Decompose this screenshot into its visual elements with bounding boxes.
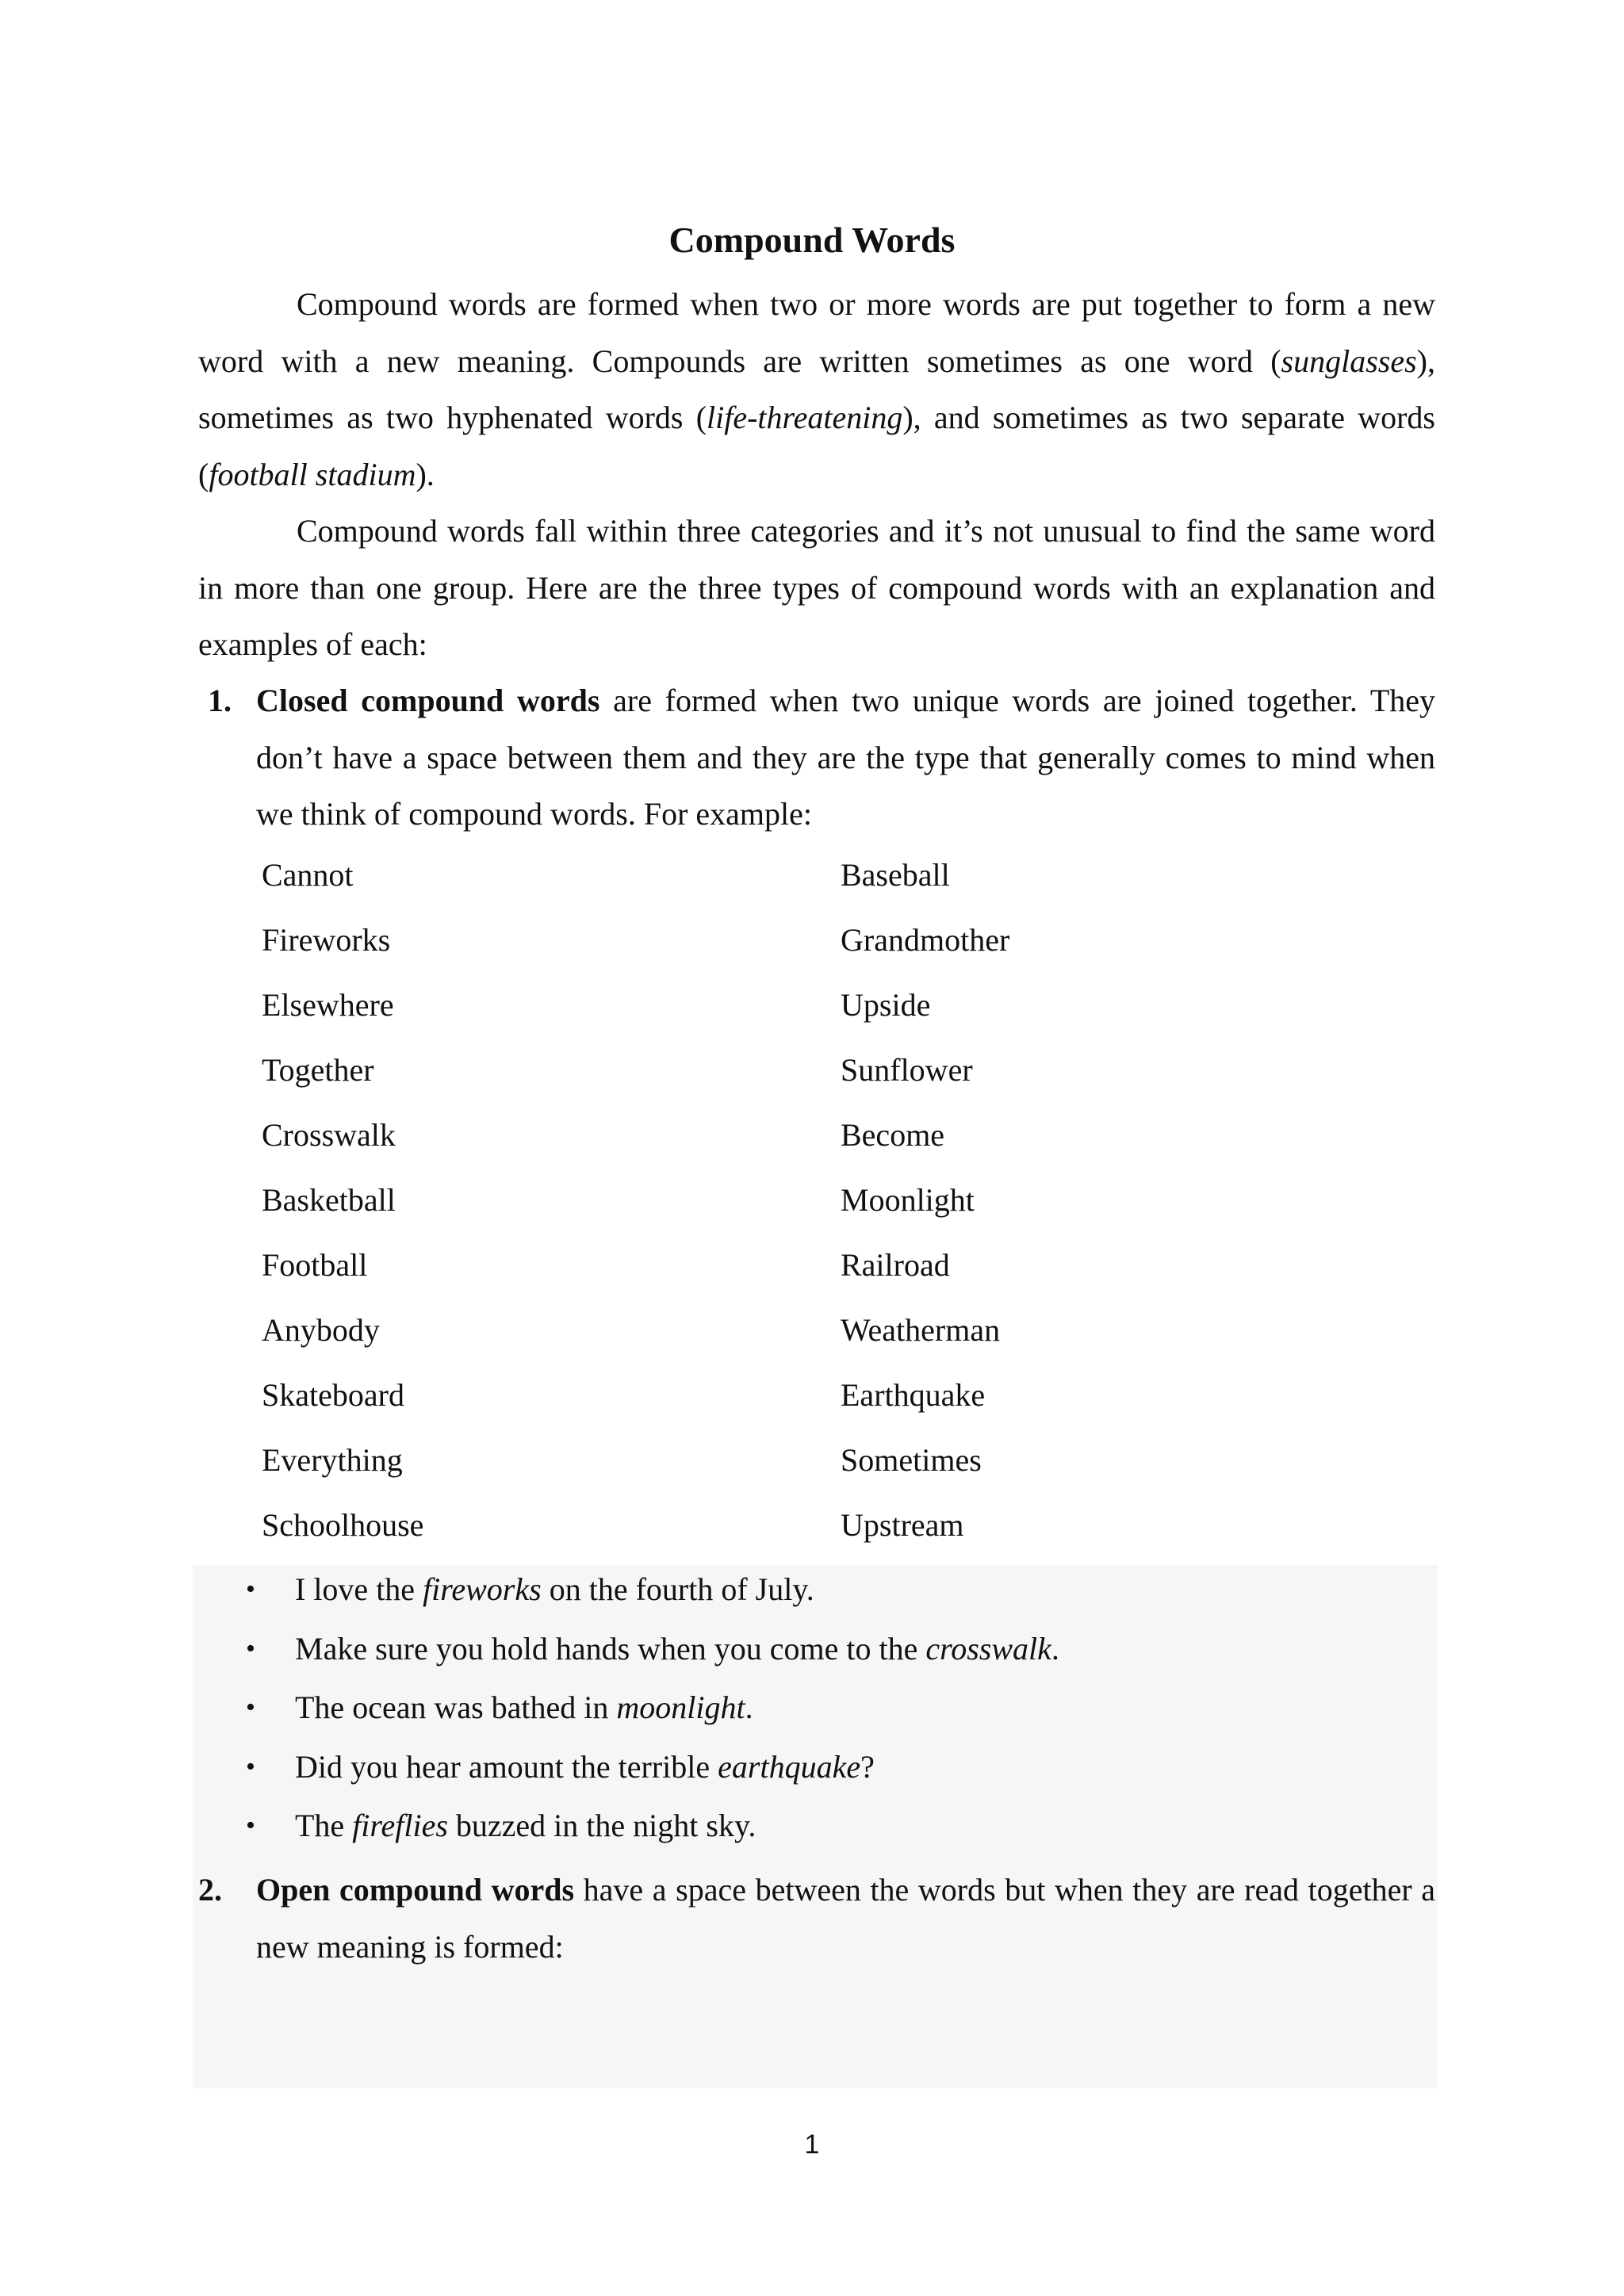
sentence-part: The ocean was bathed in: [295, 1689, 617, 1725]
bullet-icon: •: [246, 1751, 255, 1781]
compound-word: Elsewhere: [262, 987, 394, 1023]
example-sentence: [246, 1620, 1419, 1679]
compound-word: Moonlight: [841, 1182, 975, 1218]
document-title: Compound Words: [668, 220, 956, 260]
word-table-row: [262, 1437, 1372, 1502]
compound-word: Football: [262, 1247, 368, 1283]
sentence-part: I love the: [295, 1571, 423, 1607]
compound-word: Sometimes: [841, 1442, 982, 1478]
word-table-row: [262, 1177, 1372, 1242]
compound-word: Cannot: [262, 857, 354, 893]
compound-word: Sunflower: [841, 1052, 973, 1088]
word-table-row: [262, 982, 1372, 1047]
list-number: 2.: [198, 1872, 222, 1908]
highlighted-compound-word: moonlight: [616, 1689, 745, 1725]
sentence-text: [295, 1797, 756, 1855]
compound-word: Schoolhouse: [262, 1507, 424, 1543]
sentence-text: [295, 1678, 753, 1737]
sentence-text: [295, 1560, 814, 1619]
bullet-icon: •: [246, 1811, 255, 1840]
word-table-row: [262, 1242, 1372, 1307]
list-item-closed-compound: [198, 672, 1435, 843]
compound-word: Weatherman: [841, 1312, 1001, 1348]
compound-word: Everything: [262, 1442, 403, 1478]
intro-paragraph-2: Compound words fall within three categories and it’s not unusual to find the same word in more than one group. Here are the three types of compound words with an explanation and examples of each:: [198, 513, 1435, 662]
sentence-part: buzzed in the night sky.: [447, 1808, 756, 1843]
term-description: are formed when two unique words are joined together. They don’t have a space between them and they are the type that generally comes to mind when we think of compound words. For example:: [256, 683, 1436, 832]
compound-word: Fireworks: [262, 922, 391, 958]
word-table-row: [262, 851, 1372, 916]
compound-word: Upside: [841, 987, 931, 1023]
compound-word: Upstream: [841, 1507, 964, 1543]
term-closed-compound: Closed compound words: [256, 683, 600, 718]
word-table-row: [262, 1047, 1372, 1112]
list-item-open-compound: [198, 1862, 1435, 1975]
sentence-part: The: [295, 1808, 353, 1843]
example-sentence: [246, 1797, 1419, 1856]
compound-word: Skateboard: [262, 1377, 404, 1413]
compound-word: Basketball: [262, 1182, 396, 1218]
highlighted-compound-word: fireflies: [352, 1808, 448, 1843]
highlighted-compound-word: crosswalk: [925, 1630, 1051, 1667]
bullet-icon: •: [246, 1575, 255, 1604]
example-sentence: [246, 1738, 1419, 1797]
intro-text: ).: [416, 456, 435, 492]
example-sentence: [246, 1560, 1419, 1620]
sentence-part: Make sure you hold hands when you come to the: [295, 1630, 926, 1667]
sentence-text: [295, 1738, 875, 1797]
sentence-part: .: [1051, 1630, 1059, 1667]
compound-word: Earthquake: [841, 1377, 986, 1413]
example-sentence: [246, 1678, 1419, 1738]
bullet-icon: •: [246, 1693, 255, 1722]
list-item-body: [256, 1862, 1435, 1975]
example-sentence-list: [246, 1560, 1419, 1856]
bullet-icon: •: [246, 1633, 255, 1663]
intro-paragraph-1: [198, 276, 1435, 503]
intro-text: ), and sometimes as two separate words (: [198, 400, 1435, 492]
compound-word: Grandmother: [841, 922, 1010, 958]
sentence-part: on the fourth of July.: [541, 1571, 814, 1607]
intro-text: Compound words are formed when two or more words are put together to form a new word with a new meaning. Compounds are written sometimes as one word (: [198, 286, 1435, 379]
compound-word: Anybody: [262, 1312, 380, 1348]
term-description: have a space between the words but when they are read together a new meaning is formed:: [256, 1872, 1435, 1965]
highlighted-compound-word: fireworks: [423, 1571, 542, 1607]
example-football-stadium: football stadium: [209, 456, 416, 492]
sentence-part: ?: [860, 1748, 875, 1785]
highlighted-compound-word: earthquake: [718, 1748, 861, 1785]
example-sunglasses: sunglasses: [1281, 342, 1417, 379]
word-table-row: [262, 1307, 1372, 1372]
sentence-part: Did you hear amount the terrible: [295, 1748, 718, 1785]
word-table-row: [262, 1372, 1372, 1437]
compound-word: Railroad: [841, 1247, 950, 1283]
compound-word: Together: [262, 1052, 374, 1088]
compound-word: Crosswalk: [262, 1117, 396, 1153]
compound-word: Baseball: [841, 857, 950, 893]
word-table-row: [262, 1502, 1372, 1567]
word-table-row: [262, 916, 1372, 982]
list-number: 1.: [208, 683, 232, 718]
closed-compound-word-table: [262, 851, 1372, 1567]
page-number: 1: [804, 2130, 820, 2160]
word-table-row: [262, 1112, 1372, 1177]
list-item-body: [256, 672, 1435, 843]
intro-text: ), sometimes as two hyphenated words (: [198, 342, 1435, 435]
compound-word: Become: [841, 1117, 945, 1153]
term-open-compound: Open compound words: [256, 1872, 575, 1908]
sentence-text: [295, 1620, 1059, 1678]
example-life-threatening: life-threatening: [707, 400, 903, 435]
sentence-part: .: [745, 1689, 753, 1725]
